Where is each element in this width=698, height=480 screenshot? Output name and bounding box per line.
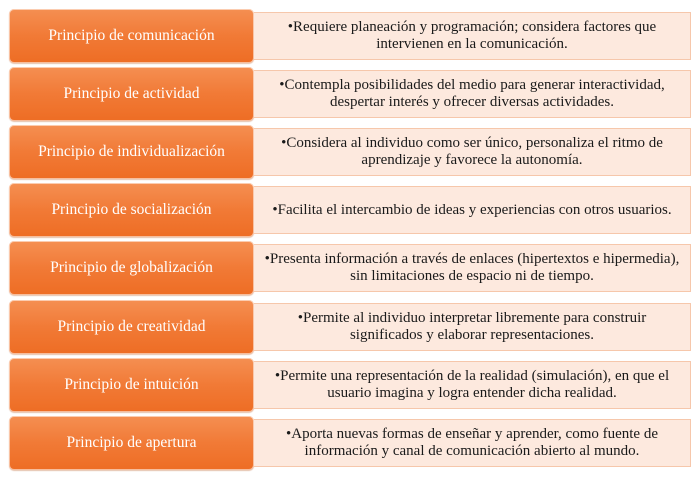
principle-row-actividad [0,67,698,121]
principle-description: •Presenta información a través de enlaces (hipertextos e hipermedia), sin limitaciones de espacio ni de tiempo. [254,244,691,292]
principle-description: •Requiere planeación y programación; considera factores que intervienen en la comunicación. [254,12,691,60]
principle-label: Principio de socialización [9,183,254,237]
principle-label: Principio de apertura [9,416,254,470]
principle-label: Principio de creatividad [9,300,254,354]
principle-row-creatividad [0,300,698,354]
principle-description: •Permite una representación de la realidad (simulación), en que el usuario imagina y logra entender dicha realidad. [254,361,691,409]
principle-row-intuicion [0,358,698,412]
principle-description: •Aporta nuevas formas de enseñar y aprender, como fuente de información y canal de comunicación abierto al mundo. [254,419,691,467]
principle-label: Principio de comunicación [9,9,254,63]
principle-description: •Facilita el intercambio de ideas y experiencias con otros usuarios. [254,186,691,234]
principle-label: Principio de globalización [9,241,254,295]
principle-description: •Considera al individuo como ser único, personaliza el ritmo de aprendizaje y favorece la autonomía. [254,128,691,176]
principle-label: Principio de intuición [9,358,254,412]
principle-row-individualizacion [0,125,698,179]
principle-row-globalizacion [0,241,698,295]
principle-label: Principio de individualización [9,125,254,179]
principle-row-socializacion [0,183,698,237]
principle-description: •Permite al individuo interpretar libremente para construir significados y elaborar representaciones. [254,303,691,351]
principle-row-comunicacion [0,9,698,63]
principle-description: •Contempla posibilidades del medio para generar interactividad, despertar interés y ofrecer diversas actividades. [254,70,691,118]
principle-label: Principio de actividad [9,67,254,121]
principle-row-apertura [0,416,698,470]
